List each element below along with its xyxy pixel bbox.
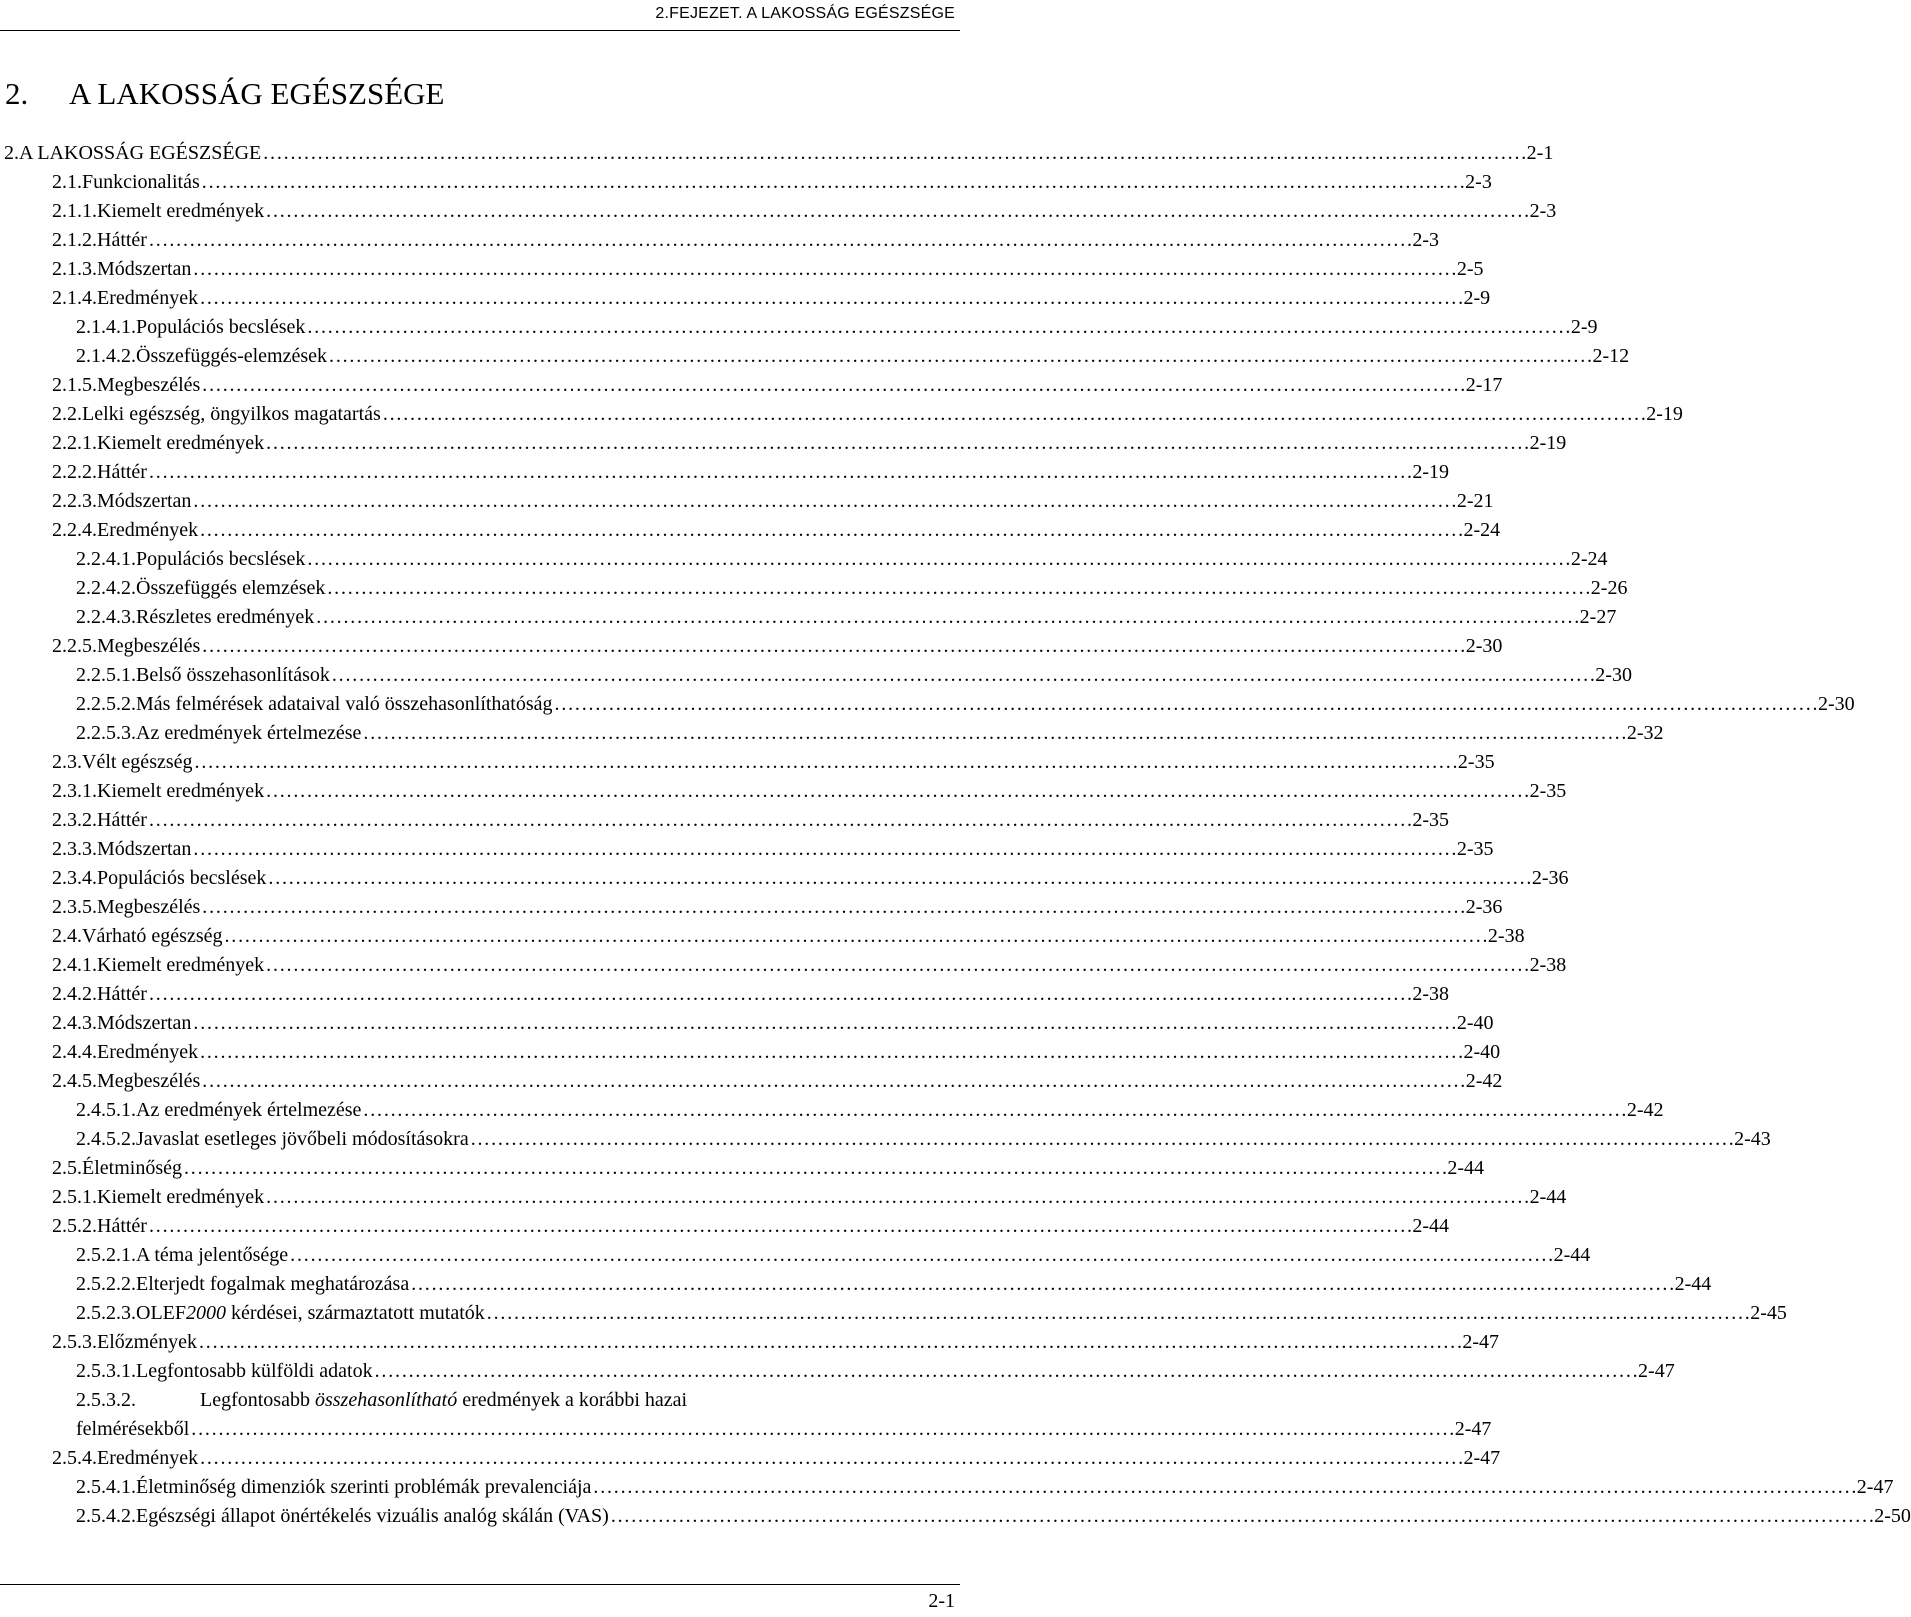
toc-entry-number: 2.1.4.	[52, 287, 97, 309]
toc-entry-number: 2.1.1.	[52, 200, 97, 222]
toc-entry[interactable]	[4, 1473, 1894, 1502]
toc-entry-number: 2.2.4.3.	[76, 606, 136, 628]
header-rule	[0, 30, 960, 31]
toc-entry-page: 2-30	[1465, 635, 1503, 657]
toc-entry[interactable]	[4, 168, 1492, 197]
toc-leader-dots	[471, 1125, 1732, 1153]
toc-leader-dots	[200, 1038, 1461, 1066]
toc-entry-number: 2.4.3.	[52, 1012, 97, 1034]
toc-entry-title: Megbeszélés	[97, 374, 201, 396]
toc-entry-number: 2.1.3.	[52, 258, 97, 280]
toc-leader-dots	[375, 1357, 1636, 1385]
toc-entry-title: Életminőség	[82, 1157, 182, 1179]
toc-entry-title: Háttér	[97, 229, 147, 251]
toc-entry[interactable]	[4, 806, 1450, 835]
toc-entry[interactable]	[4, 1212, 1450, 1241]
toc-entry-page: 2-44	[1447, 1157, 1485, 1179]
toc-entry-title: Az eredmények értelmezése	[136, 722, 362, 744]
toc-entry[interactable]	[4, 1241, 1591, 1270]
toc-entry-page: 2-42	[1465, 1070, 1503, 1092]
toc-entry-page: 2-40	[1456, 1012, 1494, 1034]
toc-entry-title: Háttér	[97, 461, 147, 483]
toc-entry-page: 2-45	[1750, 1302, 1787, 1324]
toc-entry-title: Előzmények	[97, 1331, 197, 1353]
toc-leader-dots	[184, 1154, 1445, 1182]
toc-entry-title: Vélt egészség	[82, 751, 193, 773]
toc-entry-number: 2.3.1.	[52, 780, 97, 802]
toc-entry-page: 2-44	[1674, 1273, 1712, 1295]
toc-entry-title: felmérésekből	[76, 1418, 190, 1440]
toc-entry-title: Háttér	[97, 809, 147, 831]
toc-entry-title: Más felmérések adataival való összehasonlíthatóság	[136, 693, 553, 715]
toc-entry-page: 2-35	[1456, 838, 1494, 860]
toc-entry-page: 2-44	[1412, 1215, 1450, 1237]
toc-leader-dots	[149, 806, 1410, 834]
toc-entry-number: 2.3.3.	[52, 838, 97, 860]
toc-entry-page: 2-42	[1626, 1099, 1664, 1121]
toc-entry[interactable]	[4, 284, 1491, 313]
toc-entry[interactable]	[4, 1038, 1501, 1067]
toc-leader-dots	[307, 313, 1568, 341]
toc-entry-page: 2-3	[1529, 200, 1557, 222]
toc-entry-page: 2-27	[1579, 606, 1617, 628]
toc-entry-number: 2.	[4, 142, 19, 164]
toc-entry[interactable]	[4, 458, 1450, 487]
toc-entry-page: 2-24	[1570, 548, 1608, 570]
toc-entry-title: Javaslat esetleges jövőbeli módosításokra	[136, 1128, 469, 1150]
toc-leader-dots	[202, 371, 1463, 399]
toc-leader-dots	[149, 1212, 1410, 1240]
toc-entry-page: 2-5	[1456, 258, 1484, 280]
toc-entry-title: Legfontosabb külföldi adatok	[136, 1360, 373, 1382]
table-of-contents	[4, 139, 1911, 1531]
toc-entry-page: 2-38	[1412, 983, 1450, 1005]
toc-entry-number: 2.5.2.2.	[76, 1273, 136, 1295]
toc-entry[interactable]	[4, 632, 1503, 661]
toc-entry-number: 2.1.	[52, 171, 82, 193]
toc-entry-page: 2-47	[1638, 1360, 1675, 1382]
toc-entry-title: Módszertan	[97, 1012, 192, 1034]
toc-entry[interactable]	[4, 1328, 1500, 1357]
toc-entry[interactable]	[4, 951, 1567, 980]
toc-leader-dots	[307, 545, 1568, 573]
toc-entry-title: Belső összehasonlítások	[136, 664, 330, 686]
toc-leader-dots	[149, 458, 1410, 486]
toc-entry-number: 2.4.1.	[52, 954, 97, 976]
toc-entry-page: 2-30	[1817, 693, 1855, 715]
toc-entry-page: 2-38	[1529, 954, 1567, 976]
toc-leader-dots	[363, 1096, 1624, 1124]
toc-entry-title: A LAKOSSÁG EGÉSZSÉGE	[19, 142, 262, 164]
toc-leader-dots	[200, 516, 1461, 544]
toc-entry-number: 2.2.4.	[52, 519, 97, 541]
toc-entry-page: 2-9	[1463, 287, 1491, 309]
toc-entry-title: Háttér	[97, 1215, 147, 1237]
toc-entry-page: 2-35	[1529, 780, 1567, 802]
toc-entry-number: 2.5.4.	[52, 1447, 97, 1469]
toc-entry-page: 2-47	[1454, 1418, 1492, 1440]
toc-entry-title: Megbeszélés	[97, 635, 201, 657]
toc-entry[interactable]	[4, 1009, 1494, 1038]
toc-entry[interactable]	[4, 1444, 1501, 1473]
toc-entry-title: Módszertan	[97, 258, 192, 280]
toc-entry-number: 2.5.3.1.	[76, 1360, 136, 1382]
toc-entry[interactable]	[4, 1299, 1787, 1328]
toc-entry-number: 2.4.5.1.	[76, 1099, 136, 1121]
toc-leader-dots	[316, 603, 1577, 631]
toc-leader-dots	[266, 951, 1527, 979]
toc-entry-title: Eredmények	[97, 287, 199, 309]
toc-entry[interactable]	[4, 748, 1495, 777]
toc-entry-number: 2.3.4.	[52, 867, 97, 889]
toc-entry[interactable]	[4, 342, 1630, 371]
toc-entry-title: Lelki egészség, öngyilkos magatartás	[82, 403, 381, 425]
toc-entry-title: OLEF2000 kérdései, származtatott mutatók	[136, 1302, 485, 1324]
toc-entry-number: 2.1.2.	[52, 229, 97, 251]
toc-entry[interactable]	[4, 1096, 1664, 1125]
toc-entry-title: Egészségi állapot önértékelés vizuális analóg skálán (VAS)	[136, 1505, 609, 1527]
toc-entry-page: 2-35	[1412, 809, 1450, 831]
toc-entry-number: 2.5.4.1.	[76, 1476, 136, 1498]
toc-entry-page: 2-21	[1456, 490, 1494, 512]
toc-leader-dots	[200, 284, 1461, 312]
toc-entry-number: 2.2.5.1.	[76, 664, 136, 686]
toc-leader-dots	[200, 1444, 1461, 1472]
toc-entry[interactable]	[4, 1386, 926, 1415]
toc-leader-dots	[327, 574, 1588, 602]
toc-entry-number: 2.2.4.1.	[76, 548, 136, 570]
toc-leader-dots	[266, 197, 1527, 225]
toc-entry-title: Megbeszélés	[97, 1070, 201, 1092]
toc-entry[interactable]	[4, 980, 1450, 1009]
toc-entry-number: 2.2.4.2.	[76, 577, 136, 599]
toc-entry-title: Populációs becslések	[136, 548, 306, 570]
toc-entry-page: 2-32	[1626, 722, 1664, 744]
toc-entry[interactable]	[4, 922, 1525, 951]
toc-entry-title: Funkcionalitás	[82, 171, 200, 193]
toc-entry-page: 2-47	[1463, 1447, 1501, 1469]
toc-leader-dots	[332, 661, 1593, 689]
toc-leader-dots	[487, 1299, 1748, 1327]
toc-entry[interactable]	[4, 893, 1503, 922]
toc-leader-dots	[329, 342, 1590, 370]
toc-entry-number: 2.2.3.	[52, 490, 97, 512]
toc-leader-dots	[193, 487, 1454, 515]
toc-entry[interactable]	[4, 1415, 1492, 1444]
toc-entry[interactable]	[4, 1154, 1485, 1183]
toc-entry[interactable]	[4, 255, 1484, 284]
toc-entry-number: 2.1.4.2.	[76, 345, 136, 367]
toc-entry[interactable]	[4, 1067, 1503, 1096]
toc-entry-number: 2.2.1.	[52, 432, 97, 454]
toc-entry-page: 2-26	[1590, 577, 1628, 599]
toc-entry-page: 2-19	[1529, 432, 1567, 454]
toc-entry-title: Életminőség dimenziók szerinti problémák prevalenciája	[136, 1476, 592, 1498]
toc-entry-title: Legfontosabb összehasonlítható eredmények a korábbi hazai	[200, 1389, 688, 1411]
toc-entry-number: 2.2.	[52, 403, 82, 425]
toc-entry[interactable]	[4, 545, 1608, 574]
toc-entry[interactable]	[4, 1357, 1675, 1386]
toc-leader-dots	[199, 1328, 1460, 1356]
chapter-title	[5, 76, 444, 112]
toc-leader-dots	[202, 632, 1463, 660]
toc-entry-page: 2-36	[1531, 867, 1569, 889]
toc-leader-dots	[202, 893, 1463, 921]
footer-rule	[0, 1584, 960, 1585]
toc-entry-title: A téma jelentősége	[136, 1244, 289, 1266]
toc-entry[interactable]	[4, 313, 1598, 342]
toc-leader-dots	[383, 400, 1644, 428]
toc-entry-page: 2-36	[1465, 896, 1503, 918]
toc-entry-number: 2.5.4.2.	[76, 1505, 136, 1527]
toc-entry-number: 2.2.2.	[52, 461, 97, 483]
toc-entry-number: 2.5.2.	[52, 1215, 97, 1237]
toc-entry-page: 2-3	[1412, 229, 1440, 251]
toc-entry-title: Várható egészség	[82, 925, 223, 947]
toc-leader-dots	[202, 168, 1463, 196]
toc-entry[interactable]	[4, 690, 1855, 719]
toc-entry-title: Részletes eredmények	[136, 606, 315, 628]
toc-entry-number: 2.2.5.	[52, 635, 97, 657]
toc-entry-title: Módszertan	[97, 490, 192, 512]
toc-entry-title: Az eredmények értelmezése	[136, 1099, 362, 1121]
toc-leader-dots	[149, 226, 1410, 254]
toc-entry-number: 2.5.	[52, 1157, 82, 1179]
toc-entry[interactable]	[4, 719, 1664, 748]
toc-entry-page: 2-35	[1457, 751, 1495, 773]
toc-leader-dots	[593, 1473, 1854, 1501]
toc-entry[interactable]	[4, 835, 1494, 864]
toc-entry-page: 2-47	[1856, 1476, 1894, 1498]
toc-entry[interactable]	[4, 139, 1554, 168]
toc-entry-title: Összefüggés elemzések	[136, 577, 326, 599]
toc-entry[interactable]	[4, 574, 1628, 603]
toc-entry-number: 2.4.5.2.	[76, 1128, 136, 1150]
toc-leader-dots	[193, 835, 1454, 863]
toc-leader-dots	[290, 1241, 1551, 1269]
toc-entry-number: 2.3.	[52, 751, 82, 773]
toc-leader-dots	[202, 1067, 1463, 1095]
toc-entry[interactable]	[4, 1125, 1771, 1154]
toc-entry[interactable]	[4, 777, 1567, 806]
toc-entry-number: 2.5.3.2.	[76, 1389, 136, 1411]
toc-entry[interactable]	[4, 603, 1617, 632]
toc-entry-page: 2-50	[1874, 1505, 1911, 1527]
toc-entry-number: 2.3.2.	[52, 809, 97, 831]
toc-entry-title: Populációs becslések	[136, 316, 306, 338]
toc-entry-title: Háttér	[97, 983, 147, 1005]
toc-leader-dots	[193, 255, 1454, 283]
toc-entry-title: Kiemelt eredmények	[97, 432, 265, 454]
toc-entry-page: 2-47	[1462, 1331, 1500, 1353]
chapter-title-text: A LAKOSSÁG EGÉSZSÉGE	[69, 76, 445, 111]
toc-entry[interactable]	[4, 226, 1440, 255]
toc-entry-number: 2.1.4.1.	[76, 316, 136, 338]
toc-entry-page: 2-40	[1463, 1041, 1501, 1063]
toc-entry-title: Eredmények	[97, 1447, 199, 1469]
toc-leader-dots	[263, 139, 1524, 167]
toc-leader-dots	[225, 922, 1486, 950]
toc-leader-dots	[266, 429, 1527, 457]
toc-entry-page: 2-19	[1412, 461, 1450, 483]
toc-entry-number: 2.3.5.	[52, 896, 97, 918]
toc-entry-title: Populációs becslések	[97, 867, 267, 889]
toc-entry-number: 2.2.5.2.	[76, 693, 136, 715]
toc-entry-page: 2-43	[1734, 1128, 1771, 1150]
toc-entry-page: 2-19	[1646, 403, 1683, 425]
toc-leader-dots	[555, 690, 1816, 718]
chapter-number: 2.	[5, 76, 29, 111]
toc-entry-page: 2-12	[1592, 345, 1630, 367]
toc-entry-page: 2-24	[1463, 519, 1501, 541]
toc-leader-dots	[266, 777, 1527, 805]
toc-entry-number: 2.2.5.3.	[76, 722, 136, 744]
toc-entry-title: Elterjedt fogalmak meghatározása	[136, 1273, 410, 1295]
toc-leader-dots	[191, 1415, 1452, 1443]
toc-entry-number: 2.5.3.	[52, 1331, 97, 1353]
toc-entry[interactable]	[4, 661, 1632, 690]
toc-entry[interactable]	[4, 429, 1567, 458]
toc-leader-dots	[411, 1270, 1672, 1298]
toc-entry-title: Kiemelt eredmények	[97, 780, 265, 802]
toc-entry-title: Kiemelt eredmények	[97, 1186, 265, 1208]
toc-entry-number: 2.5.2.3.	[76, 1302, 136, 1324]
toc-entry[interactable]	[4, 197, 1557, 226]
toc-entry-number: 2.4.2.	[52, 983, 97, 1005]
toc-entry[interactable]	[4, 371, 1503, 400]
toc-entry-title: Megbeszélés	[97, 896, 201, 918]
toc-entry-title: Kiemelt eredmények	[97, 954, 265, 976]
toc-entry-number: 2.5.2.1.	[76, 1244, 136, 1266]
toc-entry-title: Eredmények	[97, 519, 199, 541]
toc-leader-dots	[266, 1183, 1527, 1211]
toc-entry-number: 2.4.5.	[52, 1070, 97, 1092]
toc-entry[interactable]	[4, 1502, 1911, 1531]
toc-entry-page: 2-1	[1526, 142, 1554, 164]
toc-entry-number: 2.1.5.	[52, 374, 97, 396]
toc-entry[interactable]	[4, 1183, 1567, 1212]
toc-leader-dots	[611, 1502, 1872, 1530]
toc-entry-page: 2-44	[1529, 1186, 1567, 1208]
page-number: 2-1	[928, 1590, 955, 1612]
toc-entry-title: Eredmények	[97, 1041, 199, 1063]
toc-entry-title: Módszertan	[97, 838, 192, 860]
toc-leader-dots	[363, 719, 1624, 747]
toc-leader-dots	[195, 748, 1456, 776]
running-header: 2.FEJEZET. A LAKOSSÁG EGÉSZSÉGE	[655, 5, 955, 22]
toc-entry-page: 2-3	[1465, 171, 1492, 193]
toc-leader-dots	[268, 864, 1529, 892]
toc-entry[interactable]	[4, 516, 1501, 545]
toc-entry-title: Összefüggés-elemzések	[136, 345, 328, 367]
toc-leader-dots	[193, 1009, 1454, 1037]
toc-entry-title: Kiemelt eredmények	[97, 200, 265, 222]
toc-entry-page: 2-44	[1553, 1244, 1591, 1266]
toc-entry-number: 2.4.4.	[52, 1041, 97, 1063]
toc-entry[interactable]	[4, 400, 1683, 429]
toc-entry-page: 2-9	[1570, 316, 1598, 338]
toc-entry-page: 2-30	[1595, 664, 1632, 686]
toc-entry-page: 2-38	[1487, 925, 1525, 947]
toc-entry[interactable]	[4, 487, 1494, 516]
toc-entry[interactable]	[4, 1270, 1712, 1299]
toc-entry-number: 2.4.	[52, 925, 82, 947]
toc-entry-number: 2.5.1.	[52, 1186, 97, 1208]
toc-leader-dots	[149, 980, 1410, 1008]
toc-entry[interactable]	[4, 864, 1569, 893]
toc-entry-page: 2-17	[1465, 374, 1503, 396]
